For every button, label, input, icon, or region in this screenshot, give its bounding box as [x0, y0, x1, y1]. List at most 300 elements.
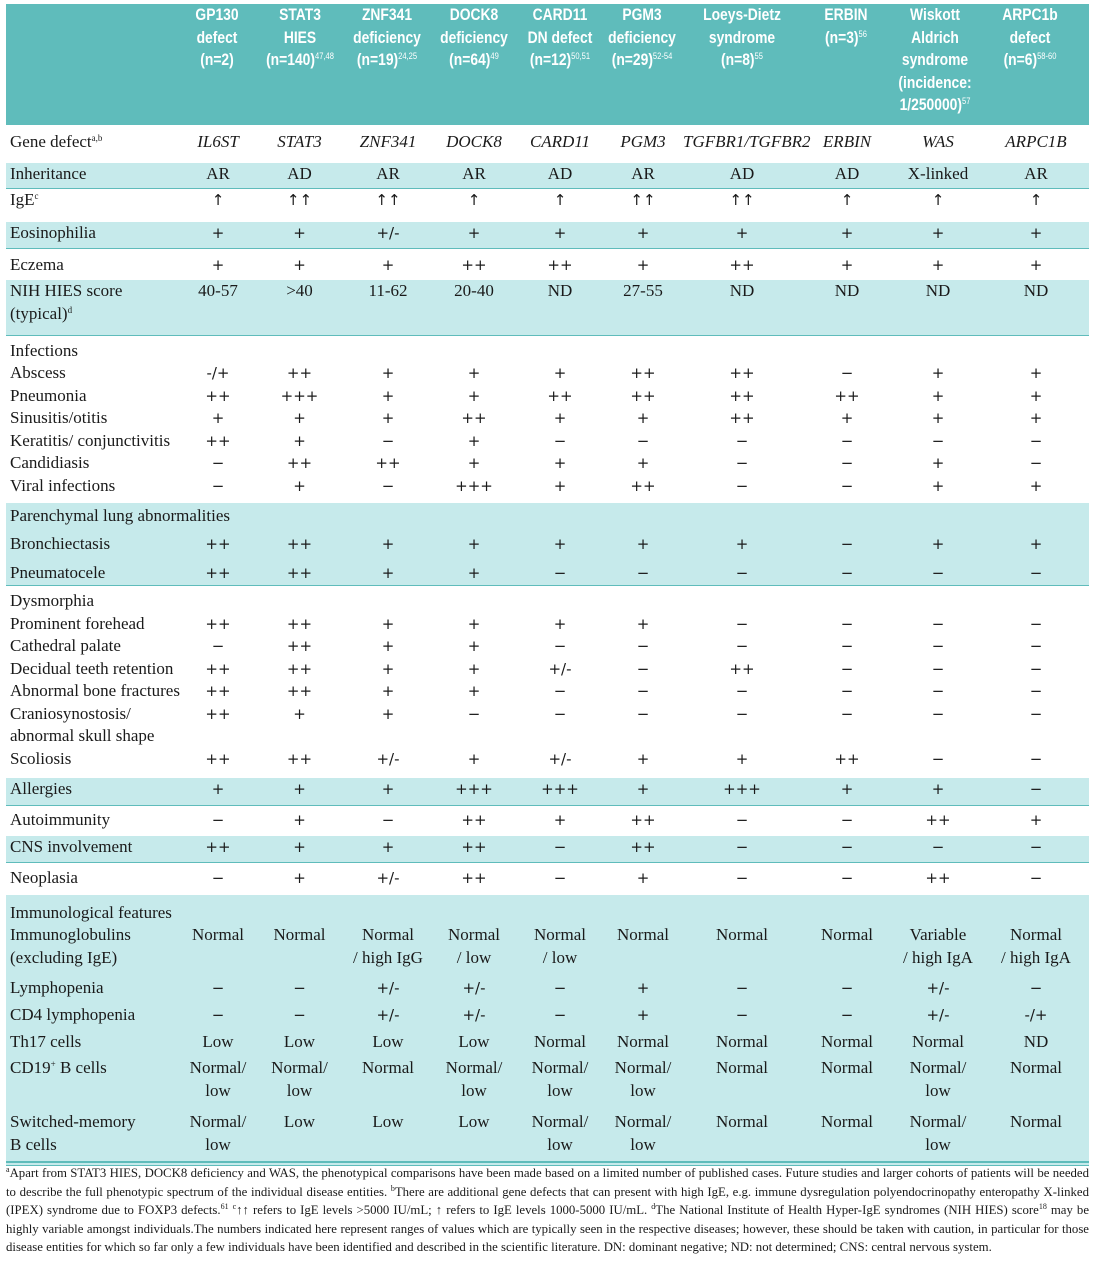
table-cell	[983, 977, 1089, 1004]
table-cell	[603, 430, 683, 453]
cell-value: −	[211, 1006, 225, 1024]
cell-value: +	[467, 224, 481, 242]
table-row	[6, 280, 1089, 335]
table-cell	[254, 586, 345, 613]
table-cell	[182, 131, 254, 163]
cell-value: +	[381, 534, 395, 553]
cell-value: ++	[286, 563, 313, 582]
cell-value: −	[735, 811, 749, 829]
cell-value: Normal	[448, 925, 500, 944]
cell-value: Normal/	[909, 1058, 967, 1077]
table-cell	[983, 1004, 1089, 1031]
table-cell	[517, 977, 603, 1004]
table-cell	[431, 1004, 517, 1031]
cell-value: +	[636, 454, 650, 472]
table-cell	[801, 703, 893, 748]
table-cell	[683, 836, 801, 863]
table-cell	[182, 385, 254, 408]
table-cell	[517, 475, 603, 503]
column-header-line: (n=64)$^{49}$	[449, 51, 499, 69]
table-cell	[182, 452, 254, 475]
cell-value: WAS	[922, 132, 954, 151]
table-cell	[254, 362, 345, 385]
table-cell	[603, 863, 683, 895]
cell-value: IL6ST	[197, 132, 239, 151]
table-cell	[603, 806, 683, 836]
table-cell	[801, 658, 893, 681]
footnote-ref-61: 61	[220, 1202, 229, 1212]
cell-value: +	[735, 749, 749, 768]
table-cell	[983, 658, 1089, 681]
table-cell	[345, 1111, 431, 1165]
cell-value: ++	[286, 659, 313, 678]
table-cell	[517, 188, 603, 222]
table-cell	[254, 131, 345, 163]
row-label	[6, 658, 182, 681]
column-header-line: HIES	[283, 28, 317, 47]
table-cell	[517, 248, 603, 280]
table-cell	[983, 680, 1089, 703]
table-cell	[345, 163, 431, 188]
cell-value: ++	[286, 534, 313, 553]
table-cell	[603, 680, 683, 703]
cell-value: −	[735, 1006, 749, 1024]
cell-value: −	[840, 979, 854, 997]
cell-value: ++	[205, 614, 231, 633]
column-header-line: deficiency	[440, 28, 508, 47]
table-cell	[893, 452, 983, 475]
table-cell	[603, 188, 683, 222]
table-cell	[254, 163, 345, 188]
table-cell	[517, 280, 603, 335]
row-label	[6, 778, 182, 806]
table-cell	[801, 362, 893, 385]
table-cell	[603, 635, 683, 658]
cell-value: / low	[542, 947, 578, 967]
column-header-line: defect	[1009, 28, 1051, 47]
table-cell	[801, 680, 893, 703]
cell-value: Low	[202, 1032, 234, 1051]
table-cell	[517, 613, 603, 636]
table-cell	[893, 163, 983, 188]
table-cell	[517, 895, 603, 925]
column-header-line: (n=6)$^{58-60}$	[1003, 51, 1057, 69]
table-cell	[603, 977, 683, 1004]
cell-value: +	[553, 476, 567, 495]
table-cell	[801, 163, 893, 188]
cell-value: -/+	[1024, 1006, 1048, 1024]
cell-value: +	[293, 837, 306, 856]
row-label	[6, 586, 182, 613]
cell-value: −	[840, 637, 854, 655]
row-label	[6, 362, 182, 385]
cell-value: −	[1029, 779, 1043, 798]
table-cell	[182, 895, 254, 925]
row-label	[6, 475, 182, 503]
table-cell	[182, 559, 254, 586]
table-cell	[431, 188, 517, 222]
row-label	[6, 895, 182, 925]
table-cell	[683, 703, 801, 748]
table-cell	[345, 362, 431, 385]
table-row	[6, 1057, 1089, 1111]
footnote-mark-a: a	[6, 1165, 10, 1174]
table-row	[6, 559, 1089, 586]
cell-value: +	[1029, 811, 1043, 829]
cell-value: ++	[834, 749, 860, 768]
table-cell	[683, 1031, 801, 1057]
cell-value: +	[381, 837, 395, 856]
table-cell	[683, 680, 801, 703]
table-cell	[517, 452, 603, 475]
cell-value: +	[381, 409, 395, 427]
table-cell	[893, 613, 983, 636]
cell-value: +/-	[376, 749, 400, 768]
cell-value: low	[547, 1134, 573, 1154]
cell-value: ND	[925, 281, 951, 300]
table-cell	[345, 248, 431, 280]
table-row	[6, 163, 1089, 188]
cell-value: −	[1029, 431, 1043, 450]
cell-value: −	[553, 704, 567, 723]
cell-value: Normal	[1010, 1112, 1062, 1131]
cell-value: ↑↑	[286, 190, 313, 209]
table-cell	[683, 977, 801, 1004]
table-cell	[254, 613, 345, 636]
cell-value: / high IgG	[353, 947, 423, 967]
table-cell	[683, 131, 811, 163]
table-cell	[683, 748, 801, 778]
table-cell	[517, 362, 603, 385]
table-cell	[431, 335, 517, 362]
cell-value: Normal/	[614, 1112, 672, 1131]
footnote-divider	[6, 1161, 1089, 1163]
table-cell	[983, 188, 1089, 222]
table-cell	[431, 222, 517, 248]
row-label	[6, 680, 182, 703]
table-cell	[182, 222, 254, 248]
cell-value: −	[735, 614, 749, 633]
cell-value: +	[840, 224, 854, 242]
table-row	[6, 1004, 1089, 1031]
row-label-tail: B cells	[55, 1058, 107, 1077]
table-cell	[517, 778, 603, 806]
cell-value: −	[840, 563, 854, 582]
table-cell	[603, 895, 683, 925]
cell-value: −	[1029, 837, 1043, 856]
table-cell	[603, 407, 683, 430]
cell-value: ND	[1023, 281, 1049, 300]
row-label	[6, 613, 182, 636]
row-label	[6, 131, 182, 163]
table-cell	[683, 280, 801, 335]
cell-value: -/+	[206, 364, 230, 382]
cell-value: +	[467, 614, 481, 633]
table-cell	[431, 385, 517, 408]
table-cell	[603, 335, 683, 362]
table-cell	[801, 385, 893, 408]
table-cell	[431, 280, 517, 335]
table-cell	[683, 1111, 801, 1165]
cell-value: +	[211, 409, 225, 427]
cell-value: STAT3	[277, 132, 322, 151]
table-cell	[254, 658, 345, 681]
table-cell	[431, 680, 517, 703]
table-cell	[431, 977, 517, 1004]
cell-value: +	[636, 255, 650, 274]
table-cell	[893, 778, 983, 806]
table-cell	[345, 385, 431, 408]
cell-value: −	[931, 837, 945, 856]
table-cell	[431, 703, 517, 748]
table-cell	[893, 680, 983, 703]
cell-value: 11-62	[368, 281, 408, 300]
table-cell	[893, 188, 983, 222]
table-cell	[893, 748, 983, 778]
table-cell	[345, 680, 431, 703]
table-cell	[431, 586, 517, 613]
table-cell	[254, 680, 345, 703]
table-cell	[983, 778, 1089, 806]
cell-value: ++	[205, 749, 231, 768]
cell-value: +	[840, 779, 854, 798]
table-cell	[683, 586, 801, 613]
cell-value: ++	[729, 386, 755, 405]
cell-value: +	[931, 779, 945, 798]
cell-value: Normal/	[909, 1112, 967, 1131]
row-label-text: Infections	[10, 340, 78, 360]
table-cell	[603, 1111, 683, 1165]
cell-value: −	[211, 869, 225, 887]
cell-value: low	[205, 1134, 231, 1154]
table-cell	[983, 222, 1089, 248]
table-cell	[801, 977, 893, 1004]
table-cell	[517, 503, 603, 530]
cell-value: −	[467, 704, 481, 723]
cell-value: Normal/	[271, 1058, 328, 1077]
comparison-table	[6, 131, 1089, 1166]
table-cell	[801, 222, 893, 248]
cell-value: +	[931, 409, 945, 427]
table-cell	[893, 658, 983, 681]
row-label-text: CNS involvement	[10, 836, 133, 856]
table-cell	[182, 475, 254, 503]
cell-value: +++	[280, 386, 319, 405]
table-cell	[182, 863, 254, 895]
column-header-ref: 49	[490, 51, 499, 61]
table-cell	[801, 806, 893, 836]
table-cell	[254, 1111, 345, 1165]
cell-value: +	[381, 364, 395, 382]
table-cell	[431, 895, 517, 925]
cell-value: −	[735, 637, 749, 655]
table-cell	[345, 530, 431, 559]
cell-value: +	[735, 534, 749, 553]
table-cell	[345, 452, 431, 475]
table-cell	[683, 222, 801, 248]
cell-value: ++	[729, 364, 755, 382]
table-cell	[254, 778, 345, 806]
cell-value: Low	[458, 1112, 490, 1131]
cell-value: ++	[286, 749, 313, 768]
row-label	[6, 530, 182, 559]
row-label-sup: c	[34, 190, 39, 201]
table-cell	[182, 530, 254, 559]
row-label-text: Prominent forehead	[10, 613, 145, 633]
table-cell	[603, 362, 683, 385]
cell-value: +/-	[926, 1006, 950, 1024]
table-cell	[603, 280, 683, 335]
table-cell	[801, 1031, 893, 1057]
cell-value: −	[840, 682, 854, 700]
column-header-line: (n=2)	[200, 51, 234, 69]
cell-value: −	[735, 454, 749, 472]
column-header-line: 1/250000)$^{57}$	[899, 96, 971, 114]
table-cell	[801, 280, 893, 335]
cell-value: ++	[925, 811, 951, 829]
table-cell	[801, 335, 893, 362]
row-label-text: Dysmorphia	[10, 591, 95, 610]
table-cell	[893, 703, 983, 748]
footnote-d-2: may be highly variable amongst individuals.The numbers indicated here represent ranges of values which are typically seen in the respective diseases; however, these should be taken with caution, in particular for those disease entities for which so far only a few individuals have been identified and described in the scientific literature. DN: dominant negative; ND: not determined; CNS: central nervous system.	[6, 1203, 1089, 1255]
table-cell	[182, 188, 254, 222]
cell-value: low	[630, 1134, 656, 1154]
table-row	[6, 806, 1089, 836]
cell-value: Low	[458, 1032, 490, 1051]
table-row	[6, 430, 1089, 453]
table-cell	[182, 613, 254, 636]
table-cell	[345, 924, 431, 977]
column-header-line: deficiency	[608, 28, 676, 47]
table-cell	[345, 658, 431, 681]
table-cell	[182, 924, 254, 977]
cell-value: +/-	[376, 979, 400, 997]
cell-value: +	[553, 454, 567, 472]
table-cell	[254, 188, 345, 222]
table-cell	[983, 613, 1089, 636]
cell-value: +	[553, 811, 567, 829]
cell-value: +	[293, 811, 306, 829]
table-row	[6, 778, 1089, 806]
row-label-text: Keratitis/ conjunctivitis	[10, 430, 171, 450]
table-cell	[683, 863, 801, 895]
row-label-text: Th17 cells	[10, 1032, 82, 1051]
cell-value: / high IgA	[903, 947, 973, 967]
cell-value: +/-	[462, 1006, 486, 1024]
column-header	[683, 4, 801, 72]
table-cell	[345, 559, 431, 586]
footnote-mark-b: b	[390, 1183, 395, 1193]
table-cell	[182, 748, 254, 778]
table-cell	[603, 748, 683, 778]
cell-value: +	[840, 255, 854, 274]
footnote-a: Apart from STAT3 HIES, DOCK8 deficiency and WAS, the phenotypical comparisons have been made based on a limited number of published cases. Future studies and larger cohorts of patients will be needed to describe the full phenotypic spectrum of the individual disease entities.	[6, 1166, 1089, 1199]
row-label-text: Pneumonia	[10, 385, 87, 405]
cell-value: ++	[461, 409, 487, 427]
table-cell	[254, 385, 345, 408]
table-cell	[893, 559, 983, 586]
row-label	[6, 1031, 182, 1057]
table-row	[6, 635, 1089, 658]
table-cell	[254, 1031, 345, 1057]
cell-value: ++	[286, 454, 313, 472]
cell-value: / high IgA	[1001, 947, 1071, 967]
cell-value: +	[636, 224, 650, 242]
table-row	[6, 248, 1089, 280]
table-row	[6, 748, 1089, 778]
cell-value: +	[553, 534, 567, 553]
column-header-line: Wiskott	[910, 6, 960, 24]
table-cell	[683, 635, 801, 658]
table-row	[6, 362, 1089, 385]
row-label	[6, 977, 182, 1004]
table-cell	[254, 977, 345, 1004]
cell-value: ↑	[553, 190, 567, 209]
cell-value: low	[547, 1080, 573, 1100]
table-cell	[683, 559, 801, 586]
table-cell	[517, 748, 603, 778]
table-row	[6, 703, 1089, 748]
cell-value: Low	[372, 1112, 404, 1131]
table-cell	[801, 131, 893, 163]
table-row	[6, 977, 1089, 1004]
cell-value: −	[211, 811, 225, 829]
table-cell	[254, 503, 345, 530]
cell-value: ++	[205, 534, 231, 553]
table-cell	[983, 1057, 1089, 1111]
table-cell	[893, 362, 983, 385]
cell-value: Normal	[716, 1032, 768, 1051]
table-cell	[603, 586, 683, 613]
table-cell	[893, 475, 983, 503]
table-cell	[893, 131, 983, 163]
table-cell	[603, 163, 683, 188]
column-header-line: (n=8)$^{55}$	[721, 51, 763, 69]
cell-value: Normal	[1010, 1058, 1062, 1077]
cell-value: +	[293, 869, 306, 887]
table-cell	[254, 806, 345, 836]
table-cell	[603, 222, 683, 248]
table-cell	[683, 1004, 801, 1031]
footnote-ref-18: 18	[1038, 1202, 1047, 1212]
cell-value: −	[1029, 614, 1043, 633]
table-cell	[983, 748, 1089, 778]
cell-value: ++	[286, 682, 313, 700]
cell-value: ↑↑	[630, 190, 656, 209]
cell-value: +/-	[926, 979, 950, 997]
cell-value: +	[931, 476, 945, 495]
table-cell	[431, 613, 517, 636]
row-label	[6, 452, 182, 475]
table-cell	[254, 407, 345, 430]
row-label-text: Parenchymal lung abnormalities	[10, 505, 230, 525]
row-label	[6, 635, 182, 658]
table-cell	[683, 895, 801, 925]
cell-value: ++	[729, 659, 755, 678]
table-row	[6, 658, 1089, 681]
table-cell	[182, 1004, 254, 1031]
table-cell	[893, 977, 983, 1004]
cell-value: +	[467, 364, 481, 382]
table-cell	[983, 430, 1089, 453]
cell-value: −	[735, 979, 749, 997]
table-cell	[893, 248, 983, 280]
cell-value: −	[636, 563, 650, 582]
cell-value: −	[931, 614, 945, 633]
cell-value: ++	[729, 255, 755, 274]
table-row	[6, 188, 1089, 222]
column-header-ref: 57	[962, 96, 971, 106]
